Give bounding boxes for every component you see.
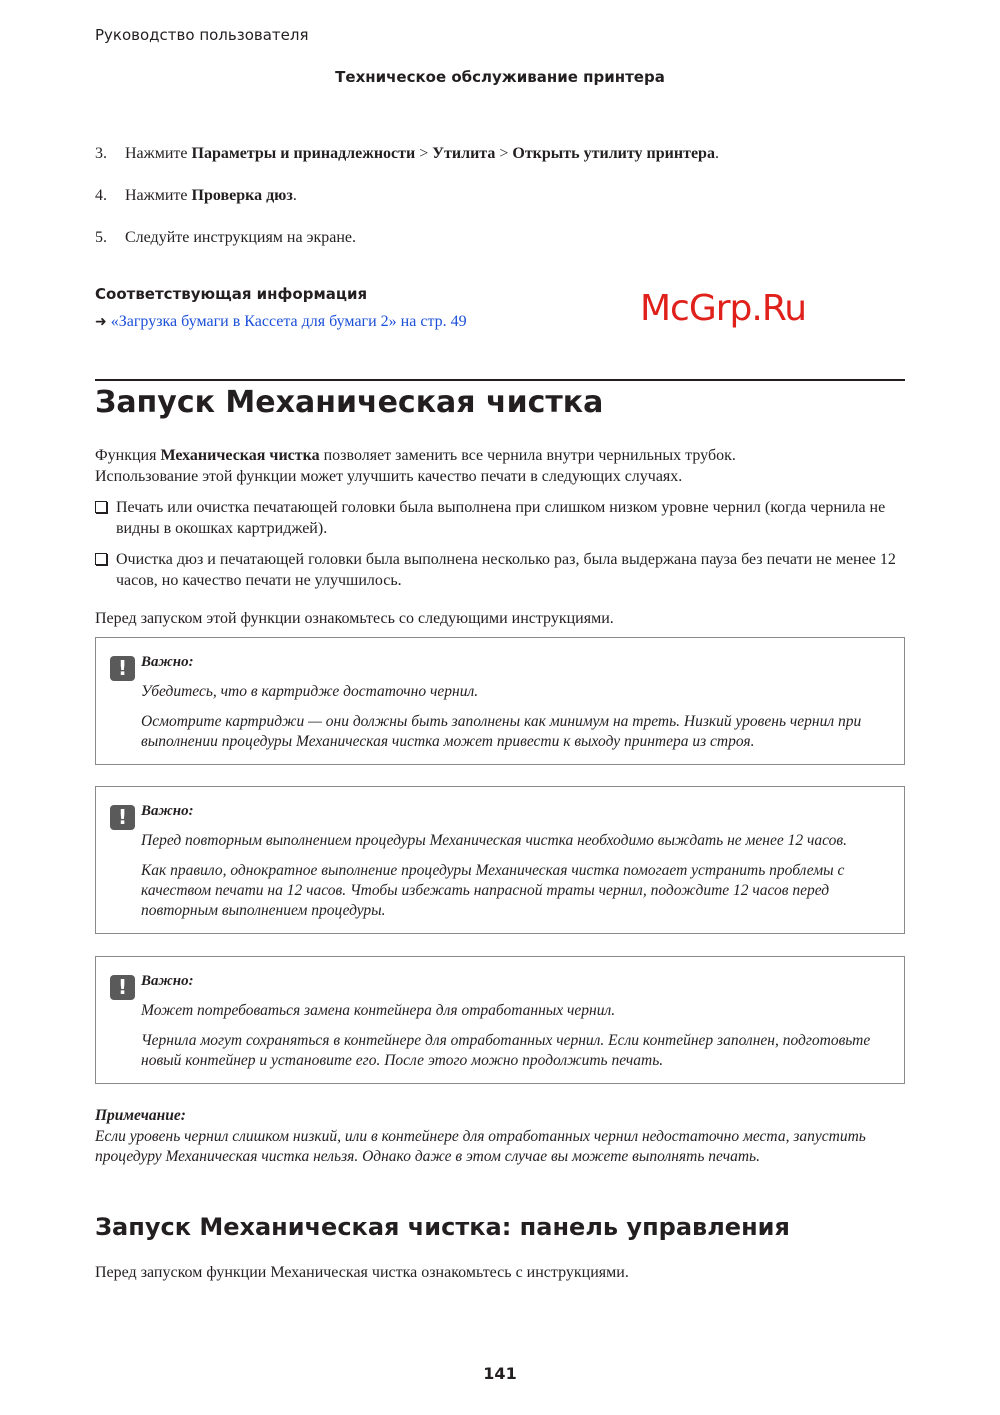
- note-title: Важно:: [141, 803, 194, 819]
- subsection-title: Запуск Механическая чистка: панель управления: [95, 1213, 790, 1241]
- related-link-row: [95, 313, 467, 331]
- before-text: Перед запуском этой функции ознакомьтесь со следующими инструкциями.: [95, 610, 614, 627]
- checkbox-bullet-icon: [95, 553, 107, 565]
- subsection-text: Перед запуском функции Механическая чистка ознакомьтесь с инструкциями.: [95, 1264, 629, 1281]
- bullet-item: [95, 549, 905, 591]
- note-line: Осмотрите картриджи — они должны быть заполнены как минимум на треть. Низкий уровень чернил при выполнении процедуры Механическая чистка может привести к выходу принтера из строя.: [141, 713, 862, 750]
- punct: .: [714, 145, 719, 162]
- ui-term: Параметры и принадлежности: [191, 145, 416, 162]
- step-3: [95, 145, 719, 163]
- manual-title: Руководство пользователя: [95, 26, 309, 44]
- step-text: Следуйте инструкциям на экране.: [125, 229, 356, 246]
- note-line: Чернила могут сохраняться в контейнере для отработанных чернил. Если контейнер заполнен, подготовьте новый контейнер и установите его. После этого можно продолжить печать.: [141, 1032, 871, 1069]
- ui-term: Проверка дюз: [191, 187, 293, 204]
- bullet-item: [95, 497, 905, 539]
- step-text: Нажмите: [125, 145, 192, 162]
- section-header: Техническое обслуживание принтера: [335, 68, 665, 86]
- note-line: Перед повторным выполнением процедуры Механическая чистка необходимо выждать не менее 12 часов.: [141, 832, 847, 849]
- ui-term: Открыть утилиту принтера: [512, 145, 715, 162]
- separator: >: [415, 145, 433, 162]
- punct: .: [292, 187, 297, 204]
- step-4: [95, 187, 297, 205]
- watermark: McGrp.Ru: [640, 288, 807, 329]
- remark-title: Примечание:: [95, 1107, 186, 1124]
- step-text: Нажмите: [125, 187, 192, 204]
- ui-term: Механическая чистка: [160, 447, 320, 464]
- page-number: 141: [483, 1364, 517, 1383]
- bullet-text: Очистка дюз и печатающей головки была выполнена несколько раз, была выдержана пауза без печати не менее 12 часов, но качество печати не улучшилось.: [116, 551, 896, 589]
- exclamation-icon: !: [110, 805, 135, 830]
- step-number: 4.: [95, 187, 107, 204]
- section-divider: [95, 379, 905, 381]
- checkbox-bullet-icon: [95, 501, 107, 513]
- arrow-right-icon: ➜: [95, 314, 107, 330]
- step-number: 3.: [95, 145, 107, 162]
- intro-paragraph: [95, 445, 905, 487]
- exclamation-icon: !: [110, 975, 135, 1000]
- remark-text: Если уровень чернил слишком низкий, или в контейнере для отработанных чернил недостаточно места, запустить процедуру Механическая чистка нельзя. Однако даже в этом случае вы можете выполнять печать.: [95, 1128, 866, 1165]
- note-title: Важно:: [141, 973, 194, 989]
- text: позволяет заменить все чернила внутри чернильных трубок.: [319, 447, 736, 464]
- step-number: 5.: [95, 229, 107, 246]
- important-note: [95, 956, 905, 1084]
- note-line: Может потребоваться замена контейнера для отработанных чернил.: [141, 1002, 616, 1019]
- step-5: [95, 229, 356, 247]
- text: Использование этой функции может улучшить качество печати в следующих случаях.: [95, 468, 683, 485]
- related-info-title: Соответствующая информация: [95, 285, 368, 303]
- bullet-text: Печать или очистка печатающей головки была выполнена при слишком низком уровне чернил (когда чернила не видны в окошках картриджей).: [116, 499, 886, 537]
- note-line: Как правило, однократное выполнение процедуры Механическая чистка помогает устранить проблемы с качеством печати на 12 часов. Чтобы избежать напрасной траты чернил, подождите 12 часов перед повторным выполнением процедуры.: [141, 862, 845, 919]
- important-note: [95, 637, 905, 765]
- separator: >: [495, 145, 513, 162]
- note-title: Важно:: [141, 654, 194, 670]
- text: Функция: [95, 447, 161, 464]
- note-line: Убедитесь, что в картридже достаточно чернил.: [141, 683, 479, 700]
- ui-term: Утилита: [432, 145, 496, 162]
- section-title: Запуск Механическая чистка: [95, 385, 604, 420]
- exclamation-icon: !: [110, 656, 135, 681]
- important-note: [95, 786, 905, 934]
- related-link[interactable]: «Загрузка бумаги в Кассета для бумаги 2» на стр. 49: [110, 313, 467, 330]
